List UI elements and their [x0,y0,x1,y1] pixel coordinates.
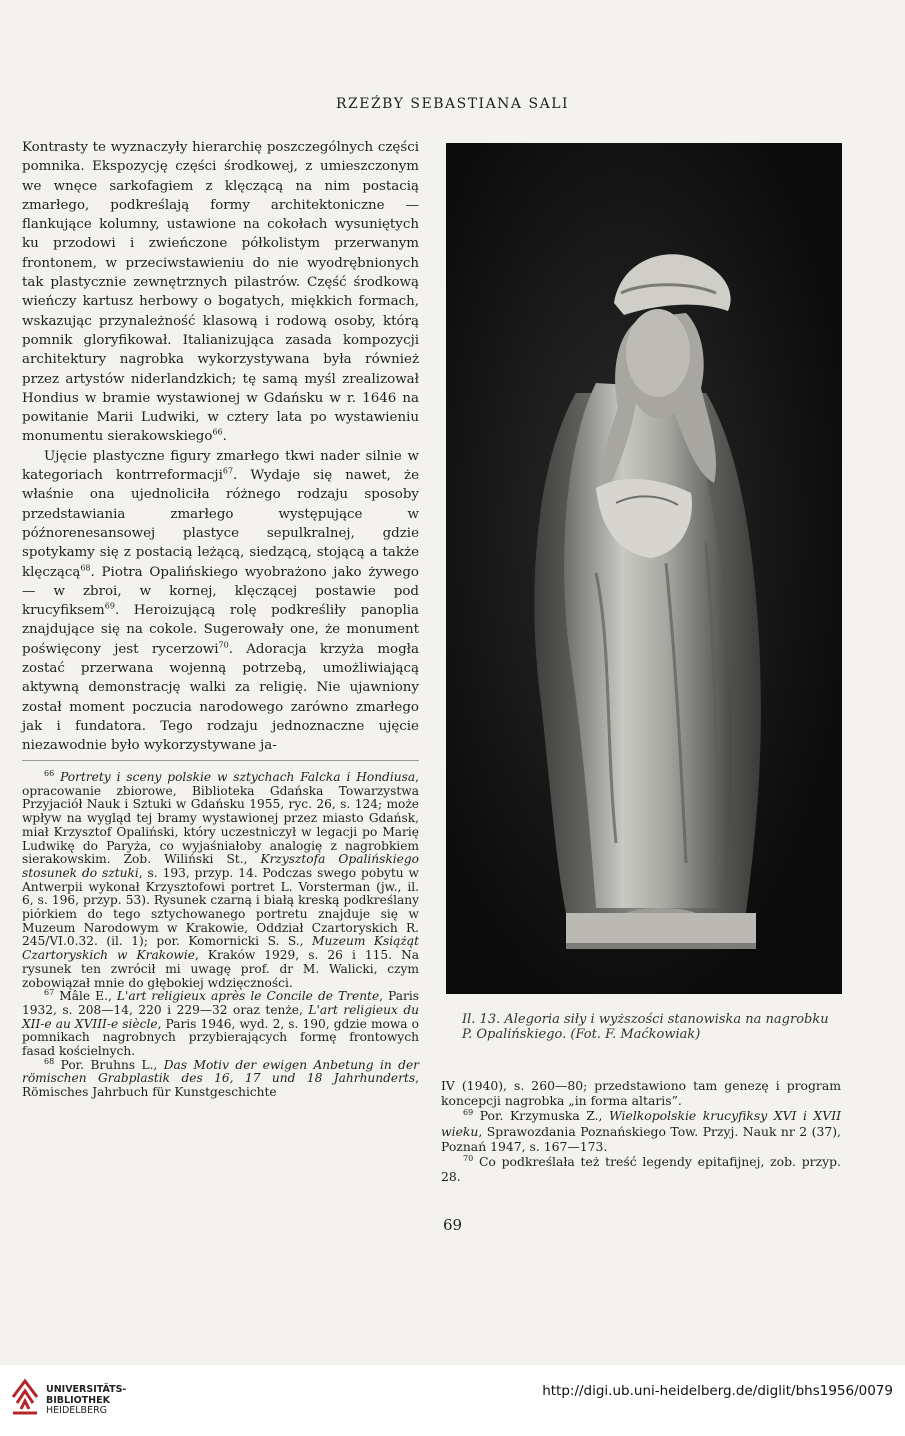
footnote-text: , Römisches Jahrbuch für Kunstgeschichte [22,1071,419,1100]
footnote-ref-67[interactable]: 67 [222,466,234,476]
footnote-text: , s. 193, przyp. 14. Podczas swego pobytu w Antwerpii wykonał Krzysztofowi portret L. Vorsterman (jw., il. 6, s. 196, przyp. 53). Rysunek czarną i białą kreską podkreślany piórkiem do tego sztychowanego portretu znajduje się w Muzeum Narodowym w Krakowie, Oddział Czartoryskich R. 245/VI.0.32. (il. 1); por. Komornicki S. S., [22,865,419,949]
footnote-68-continued: IV (1940), s. 260—80; przedstawiono tam genezę i program koncepcji nagrobka „in forma altaris”. [441,1078,841,1109]
paragraph-2-text-a: Ujęcie plastyczne figury zmarłego tkwi nader silnie w kategoriach kontrreformacji [22,448,419,484]
footnote-69 [441,1108,841,1154]
footnote-text: Mâle E., [59,989,117,1004]
paragraph-2-text-c: . Piotra Opalińskiego wyobrażono jako żywego — w zbroi, w kornej, klęczącej postawie pod krucyfiksem [22,564,419,619]
citation-title: L'art religieux du XII-e au XVIII-e siècle [22,1002,419,1031]
paragraph-1-end: . [222,429,227,445]
library-name-line-2: BIBLIOTHEK [46,1394,110,1406]
footnote-text: , Kraków 1929, s. 26 i 115. Na rysunek ten zwrócił mi uwagę prof. dr M. Walicki, czym zobowiązał mnie do głębokiej wdzięczności. [22,948,419,990]
footnote-text: Co podkreślała też treść legendy epitafijnej, zob. przyp. 28. [441,1154,841,1185]
footnote-67 [22,990,419,1059]
paragraph-1-text: Kontrasty te wyznaczyły hierarchię poszczególnych części pomnika. Ekspozycję części środkowej, z umieszczonym we wnęce sarkofagiem z klęczącą na nim postacią zmarłego, podkreślają formy architektoniczne — flankujące kolumny, ustawione na cokołach wysuniętych ku przodowi i zwieńczone półkolistym przerwanym frontonem, w przeciwstawieniu do nie wyodrębnionych tak plastycznie zewnętrznych pilastrów. Część środkową wieńczy kartusz herbowy o bogatych, miękkich formach, wskazując przynależność klasową i rodową osoby, którą pomnik gloryfikował. Italianizująca zasada kompozycji architektury nagrobka wykorzystywana była również przez artystów niderlandzkich; tę samą myśl zrealizował Hondius w bramie wystawionej w Gdańsku w r. 1646 na powitanie Marii Ludwiki, w cztery lata po wystawieniu monumentu sierakowskiego [22,140,419,445]
library-name [46,1385,126,1417]
statue-photograph [446,143,842,994]
footnotes-left [22,768,420,1100]
university-library-logo-icon[interactable] [10,1377,40,1417]
footnote-text: Por. Bruhns L., [60,1057,164,1072]
footnote-number: 68 [44,1056,55,1066]
paragraph-2-text-b: . Wydaje się nawet, że właśnie ona ujednoliciła różnego rodzaju sposoby przedstawiania zmarłego występujące w późnorenesansowej plastyce sepulkralnej, gdzie spotykamy się z postacią leżącą, siedzącą, stojącą a także klęczącą [22,468,419,580]
library-name-line-3: HEIDELBERG [46,1405,108,1416]
figure-caption: Il. 13. Alegoria siły i wyższości stanowiska na nagrobku P. Opalińskiego. (Fot. F. Maćkowiak) [462,1012,829,1042]
footnote-text: , Paris 1946, wyd. 2, s. 190, gdzie mowa o pomnikach nagrobnych przybierających formę frontowych fasad kościelnych. [22,1016,419,1059]
footnote-text: Por. Krzymuska Z., [479,1108,609,1124]
footnote-text: , opracowanie zbiorowe, Biblioteka Gdańska Towarzystwa Przyjaciół Nauk i Sztuki w Gdańsku 1955, ryc. 26, s. 124; może wpływ na wygląd tej bramy wystawionej przez miasto Gdańsk, miał Krzysztof Opaliński, który uczestniczył w legacji po Marię Ludwikę do Paryża, co wyjaśniałoby analogię z nagrobkiem sierakowskim. Zob. Wiliński St., [22,770,419,867]
footnote-68 [22,1056,420,1100]
footnote-number: 67 [44,988,55,998]
permalink-url[interactable]: http://digi.ub.uni-heidelberg.de/diglit/bhs1956/0079 [542,1383,893,1399]
citation-title: Krzysztofa Opalińskiego stosunek do sztuki [22,852,419,880]
footnote-ref-68[interactable]: 68 [80,563,91,573]
footnote-ref-70[interactable]: 70 [218,640,229,650]
footnote-number: 66 [44,768,55,778]
statue-illustration [446,143,842,994]
footnote-number: 70 [463,1153,474,1163]
citation-title: L'art religieux après le Concile de Trente [116,989,380,1004]
body-text [22,138,419,756]
footnote-divider [22,760,419,761]
viewer-footer [0,1365,905,1436]
paragraph-2-text-d: . Heroizującą rolę podkreśliły panoplia znajdujące się na cokole. Sugerowały one, że monument poświęcony jest rycerzowi [22,603,419,657]
paragraph-1 [22,138,419,447]
footnote-text: , Paris 1932, s. 208—14, 220 i 229—32 oraz tenże, [22,989,420,1017]
footnote-ref-66[interactable]: 66 [212,427,223,437]
paragraph-2-text-e: . Adoracja krzyża mogła zostać przerwana wojenną potrzebą, umożliwiającą aktywną demonstrację walki za religię. Nie ujawniony został moment poczucia narodowego zarówno zmarłego jak i fundatora. Tego rodzaju jednoznaczne ujęcie niezawodnie było wykorzystywane ja- [22,641,420,754]
footnote-text: , Sprawozdania Poznańskiego Tow. Przyj. Nauk nr 2 (37), Poznań 1947, s. 167—173. [441,1123,841,1154]
citation-title: Muzeum Książąt Czartoryskich w Krakowie [22,934,419,963]
paragraph-2 [22,447,419,756]
citation-title: Portrety i sceny polskie w sztychach Falcka i Hondiusa [60,770,416,784]
library-name-line-1: UNIVERSITÄTS- [46,1384,127,1395]
footnotes-right [441,1078,841,1184]
citation-title: Das Motiv der ewigen Anbetung in der römischen Grabplastik des 16, 17 und 18 Jahrhunderts [22,1057,420,1086]
footnote-70 [441,1154,841,1184]
footnote-ref-69[interactable]: 69 [104,601,115,611]
page-number: 69 [442,1216,463,1234]
footnote-number: 69 [463,1108,474,1118]
running-title: RZEŹBY SEBASTIANA SALI [335,96,570,112]
citation-title: Wielkopolskie krucyfiksy XVI i XVII wieku [441,1108,841,1139]
footnote-66 [22,768,419,990]
